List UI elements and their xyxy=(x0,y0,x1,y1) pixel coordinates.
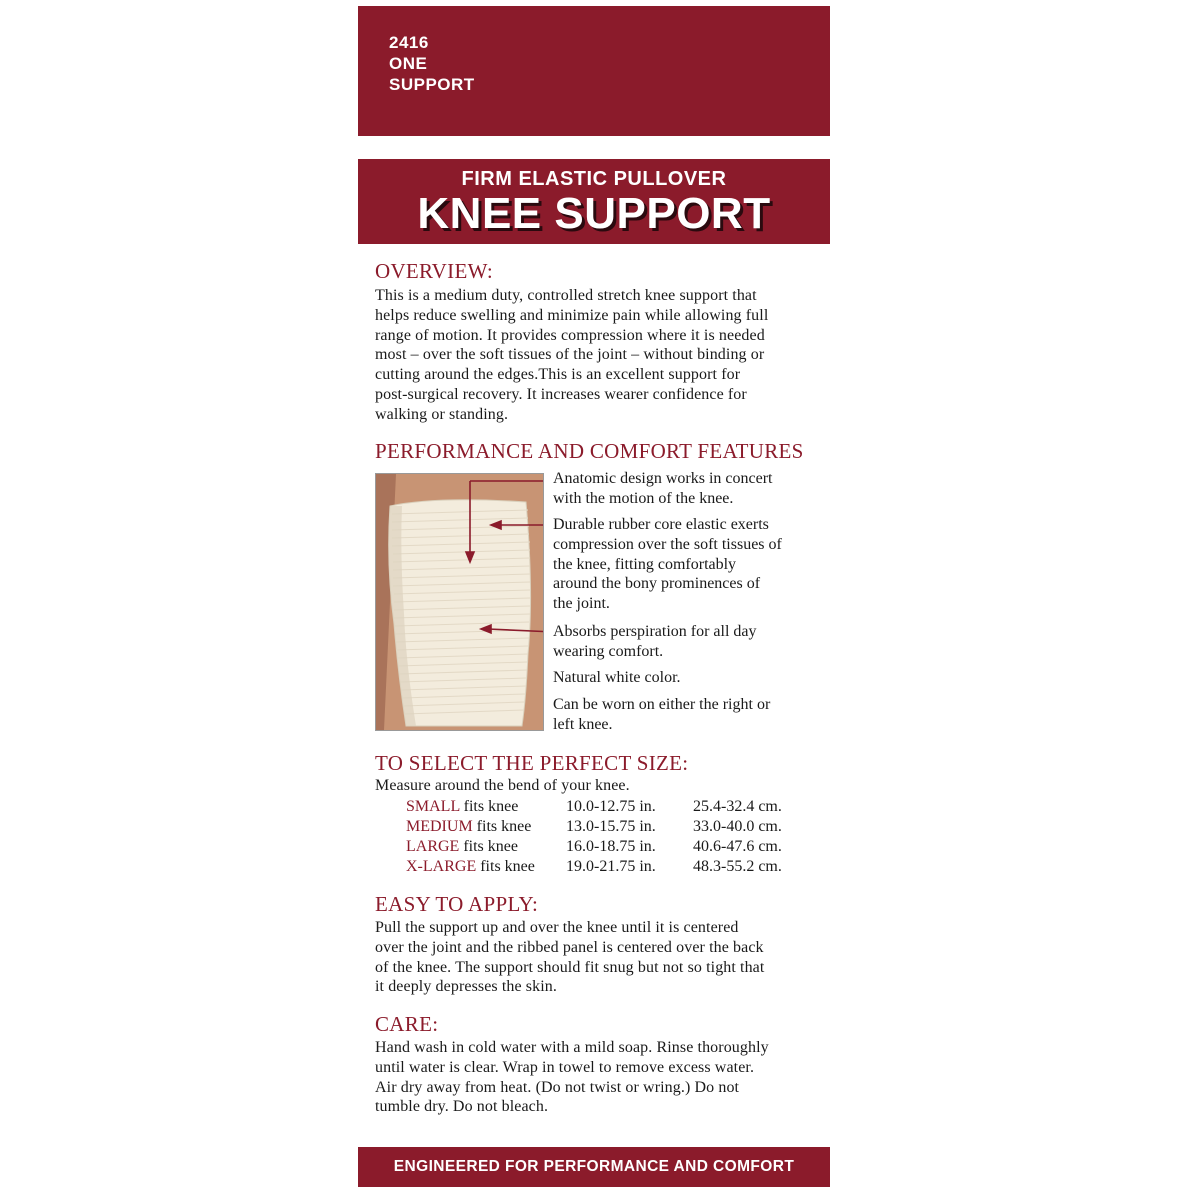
fits-label: fits knee xyxy=(480,858,535,875)
size-label: SMALL xyxy=(406,798,460,815)
care-line: until water is clear. Wrap in towel to remove excess water. xyxy=(375,1058,755,1076)
size-label: LARGE xyxy=(406,838,460,855)
overview-text xyxy=(375,286,825,425)
feature-item-elastic xyxy=(553,515,823,614)
product-title: KNEE SUPPORT xyxy=(417,189,771,238)
feature-line: left knee. xyxy=(553,715,613,733)
fits-label: fits knee xyxy=(476,818,532,835)
care-line: Air dry away from heat. (Do not twist or wring.) Do not xyxy=(375,1078,740,1096)
feature-line: around the bony prominences of xyxy=(553,575,761,593)
feature-line: with the motion of the knee. xyxy=(553,489,734,507)
overview-heading: OVERVIEW: xyxy=(375,259,494,283)
size-cm: 25.4-32.4 cm. xyxy=(693,798,782,815)
care-line: tumble dry. Do not bleach. xyxy=(375,1098,549,1116)
feature-line: the knee, fitting comfortably xyxy=(553,555,737,573)
care-heading: CARE: xyxy=(375,1012,439,1036)
footer-tagline-band xyxy=(358,1147,830,1187)
size-row-small xyxy=(375,797,825,817)
apply-heading: EASY TO APPLY: xyxy=(375,892,539,916)
sizing-heading: TO SELECT THE PERFECT SIZE: xyxy=(375,751,689,775)
size-name xyxy=(406,857,535,877)
size-name xyxy=(406,837,518,857)
features-heading: PERFORMANCE AND COMFORT FEATURES xyxy=(375,439,804,463)
fits-label: fits knee xyxy=(463,798,519,815)
size-label: X-LARGE xyxy=(406,858,477,875)
product-subtitle: FIRM ELASTIC PULLOVER xyxy=(461,168,727,190)
overview-line: walking or standing. xyxy=(375,405,509,423)
size-inches: 16.0-18.75 in. xyxy=(566,838,656,855)
footer-tagline: ENGINEERED FOR PERFORMANCE AND COMFORT xyxy=(393,1158,795,1175)
sizing-intro: Measure around the bend of your knee. xyxy=(375,777,630,794)
title-band xyxy=(358,159,830,244)
overview-line: most – over the soft tissues of the joint – without binding or xyxy=(375,346,765,364)
overview-line: helps reduce swelling and minimize pain while allowing full xyxy=(375,306,769,324)
size-name xyxy=(406,817,531,837)
fits-label: fits knee xyxy=(463,838,518,855)
apply-line: Pull the support up and over the knee until it is centered xyxy=(375,919,739,936)
apply-line: it deeply depresses the skin. xyxy=(375,978,557,996)
size-row-xlarge xyxy=(375,857,825,877)
feature-item-color xyxy=(553,668,823,688)
apply-line: of the knee. The support should fit snug but not so tight that xyxy=(375,958,765,976)
size-cm: 48.3-55.2 cm. xyxy=(693,858,782,875)
overview-line: post-surgical recovery. It increases wearer confidence for xyxy=(375,385,747,403)
feature-line: Can be worn on either the right or xyxy=(553,696,771,713)
feature-line: Absorbs perspiration for all day xyxy=(553,623,757,640)
size-label: MEDIUM xyxy=(406,818,473,835)
overview-line: range of motion. It provides compression where it is needed xyxy=(375,326,765,344)
feature-line: compression over the soft tissues of xyxy=(553,535,782,553)
size-inches: 19.0-21.75 in. xyxy=(566,858,656,875)
size-table xyxy=(375,797,825,877)
size-cm: 40.6-47.6 cm. xyxy=(693,838,782,855)
product-code-line2: ONE xyxy=(389,54,428,73)
feature-line: Durable rubber core elastic exerts xyxy=(553,516,769,533)
size-cm: 33.0-40.0 cm. xyxy=(693,818,782,835)
apply-text xyxy=(375,918,825,997)
product-code-band xyxy=(358,6,830,136)
feature-line: Anatomic design works in concert xyxy=(553,470,773,487)
feature-item-anatomic xyxy=(553,469,823,509)
feature-line: the joint. xyxy=(553,595,610,613)
feature-item-either-knee xyxy=(553,695,823,735)
product-code-number: 2416 xyxy=(389,33,429,52)
size-name xyxy=(406,797,518,817)
feature-item-perspiration xyxy=(553,622,823,662)
overview-line: cutting around the edges.This is an excellent support for xyxy=(375,366,741,384)
size-inches: 13.0-15.75 in. xyxy=(566,818,656,835)
product-code xyxy=(389,32,475,95)
care-text xyxy=(375,1038,825,1117)
size-row-medium xyxy=(375,817,825,837)
overview-line: This is a medium duty, controlled stretch knee support that xyxy=(375,287,757,304)
feature-line: wearing comfort. xyxy=(553,642,664,660)
knee-support-photo xyxy=(375,473,544,731)
size-row-large xyxy=(375,837,825,857)
product-code-line3: SUPPORT xyxy=(389,75,475,94)
feature-line: Natural white color. xyxy=(553,669,681,686)
apply-line: over the joint and the ribbed panel is centered over the back xyxy=(375,938,764,956)
size-inches: 10.0-12.75 in. xyxy=(566,798,656,815)
care-line: Hand wash in cold water with a mild soap. Rinse thoroughly xyxy=(375,1039,769,1056)
